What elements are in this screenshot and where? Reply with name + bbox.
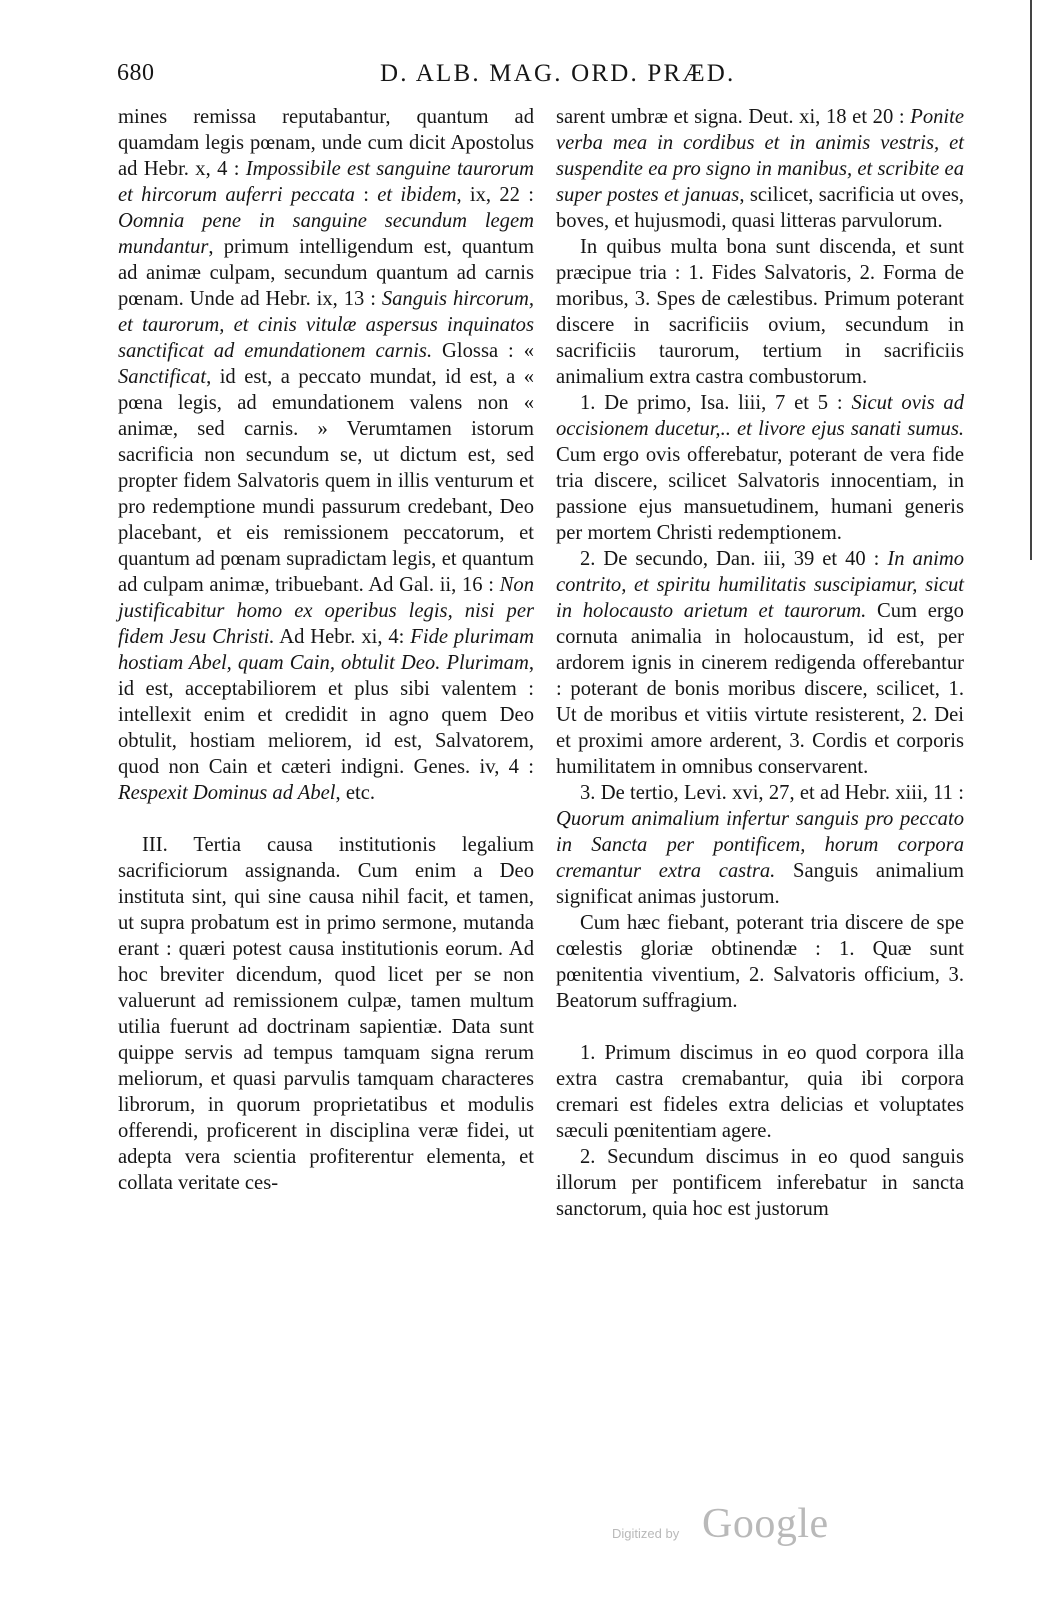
paragraph (118, 104, 534, 806)
italic-quotation: Ponite verba mea in cordibus et in animis vestris, et suspendite ea pro signo in manibus, et scribite ea super postes et januas (556, 106, 964, 206)
paragraph (556, 1040, 964, 1144)
text-segment: 3. De tertio, Levi. xvi, 27, et ad Hebr. xiii, 11 : (580, 782, 964, 804)
italic-quotation: Non justificabitur homo ex operibus legis, nisi per fidem Jesu Christi. (118, 574, 534, 648)
text-segment: Cum ergo cornuta animalia in holocaustum, id est, per ardorem ignis in cinerem redigenda offerebantur : poterant de bonis moribus discere, scilicet, 1. Ut de moribus et vitiis virtute resisterent, 2. Dei et proximi amore arderent, 3. Cordis et corporis humilitatem in omnibus conservarent. (556, 600, 964, 778)
page-number: 680 (117, 60, 155, 86)
digitized-by-label: Digitized by (612, 1526, 680, 1541)
text-segment: 2. Secundum discimus in eo quod sanguis illorum per pontificem inferebatur in sancta sanctorum, quia hoc est justorum (556, 1146, 964, 1220)
text-segment: , id est, acceptabiliorem et plus sibi valentem : intellexit enim et credidit in agno quem Deo obtulit, hostiam meliorem, id est, Salvatorem, quod non Cain et cæteri indigni. Genes. iv, 4 : (118, 652, 534, 778)
text-segment: , primum intelligendum est, quantum ad animæ culpam, secundum quantum ad carnis pœnam. Unde ad Hebr. ix, 13 : (118, 236, 534, 310)
paragraph (556, 910, 964, 1014)
paragraph (556, 234, 964, 390)
text-segment: Cum hæc fiebant, poterant tria discere de spe cœlestis gloriæ obtinendæ : 1. Quæ sunt pœnitentia viventium, 2. Salvatoris officium, 3. Beatorum suffragium. (556, 912, 964, 1012)
text-segment: 2. De secundo, Dan. iii, 39 et 40 : (580, 548, 888, 570)
italic-quotation: In animo contrito, et spiritu humilitatis suscipiamur, sicut in holocausto arietum et taurorum. (556, 548, 965, 622)
digitization-watermark (612, 1500, 872, 1560)
page-header (117, 60, 964, 94)
text-segment: Cum ergo ovis offerebatur, poterant de vera fide tria discere, scilicet Salvatoris innocentiam, in passione ejus mansuetudinem, humani generis per mortem Christi redemptionem. (556, 444, 964, 544)
paragraph (556, 546, 964, 780)
text-segment: , ix, 22 : (456, 184, 534, 206)
text-segment: mines remissa reputabantur, quantum ad quamdam legis pœnam, unde cum dicit Apostolus ad Hebr. x, 4 : (118, 106, 534, 180)
italic-quotation: et ibidem (377, 184, 457, 206)
italic-quotation: Impossibile est sanguine taurorum et hircorum auferri peccata (118, 158, 535, 206)
text-segment: Glossa : « (432, 340, 534, 362)
text-segment: , scilicet, sacrificia ut oves, boves, et hujusmodi, quasi litteras parvulorum. (556, 184, 964, 232)
paragraph (556, 780, 964, 910)
paragraph (556, 1144, 964, 1222)
right-column (556, 104, 964, 1222)
text-segment: III. Tertia causa institutionis legalium sacrificiorum assignanda. Cum enim a Deo instituta sint, qui sine causa nihil facit, et tamen, ut supra probatum est in primo sermone, mutanda erant : quæri potest causa institutionis eorum. Ad hoc breviter dicendum, quod licet per se non valuerunt ad remissionem culpæ, tamen multum utilia fuerunt ad doctrinam sapientiæ. Data sunt quippe servis ad tempus tamquam signa rerum meliorum, et quasi parvulis tamquam characteres librorum, in quorum proprietatibus et modulis offerendi, proficerent in disciplina veræ fidei, ut adepta vera scientia profiterentur elementa, et collata veritate ces- (118, 834, 534, 1194)
spine-rule (1030, 0, 1032, 560)
text-segment: sarent umbræ et signa. Deut. xi, 18 et 20 : (556, 106, 911, 128)
text-segment: , etc. (335, 782, 375, 804)
left-column (118, 104, 534, 1196)
italic-quotation: Sanguis hircorum, et taurorum, et cinis vitulæ aspersus inquinatos sanctificat ad emundationem carnis. (118, 288, 534, 362)
italic-quotation: Oomnia pene in sanguine secundum legem mundantur (118, 210, 534, 258)
text-segment: : (354, 184, 378, 206)
text-segment: 1. Primum discimus in eo quod corpora illa extra castra cremabantur, quia ibi corpora cremari est fideles extra delicias et voluptates sæculi pœnitentiam agere. (556, 1042, 964, 1142)
text-segment: 1. De primo, Isa. liii, 7 et 5 : (580, 392, 852, 414)
google-logo: Google (702, 1501, 829, 1547)
paragraph (556, 104, 964, 234)
italic-quotation: Respexit Dominus ad Abel (118, 782, 336, 804)
paragraph (556, 390, 964, 546)
italic-quotation: Sanctificat (118, 366, 207, 388)
italic-quotation: Quorum animalium infertur sanguis pro peccato in Sancta per pontificem, horum corpora cremantur extra castra. (556, 808, 964, 882)
text-segment: In quibus multa bona sunt discenda, et sunt præcipue tria : 1. Fides Salvatoris, 2. Forma de moribus, 3. Spes de cælestibus. Primum poterant discere in sacrificiis ovium, secundum in sacrificiis taurorum, tertium in sacrificiis animalium extra castra combustorum. (556, 236, 964, 388)
text-segment: Sanguis animalium significat animas justorum. (556, 860, 964, 908)
paragraph (118, 832, 534, 1196)
italic-quotation: Sicut ovis ad occisionem ducetur,.. et livore ejus sanati sumus. (556, 392, 964, 440)
text-segment: , id est, a peccato mundat, id est, a « pœna legis, ad emundationem valens non « animæ, sed carnis. » Verumtamen istorum sacrificia non secundum se, ut dictum est, sed propter fidem Salvatoris quem in illis venturum et pro redemptione mundi passurum credebant, Deo placebant, et eis remissionem peccatorum, et quantum ad pœnam supradictam legis, et quantum ad culpam animæ, tribuebant. Ad Gal. ii, 16 : (118, 366, 534, 596)
running-title: D. ALB. MAG. ORD. PRÆD. (380, 60, 736, 87)
italic-quotation: Fide plurimam hostiam Abel, quam Cain, obtulit Deo. Plurimam (118, 626, 534, 674)
text-segment: Ad Hebr. xi, 4: (274, 626, 411, 648)
